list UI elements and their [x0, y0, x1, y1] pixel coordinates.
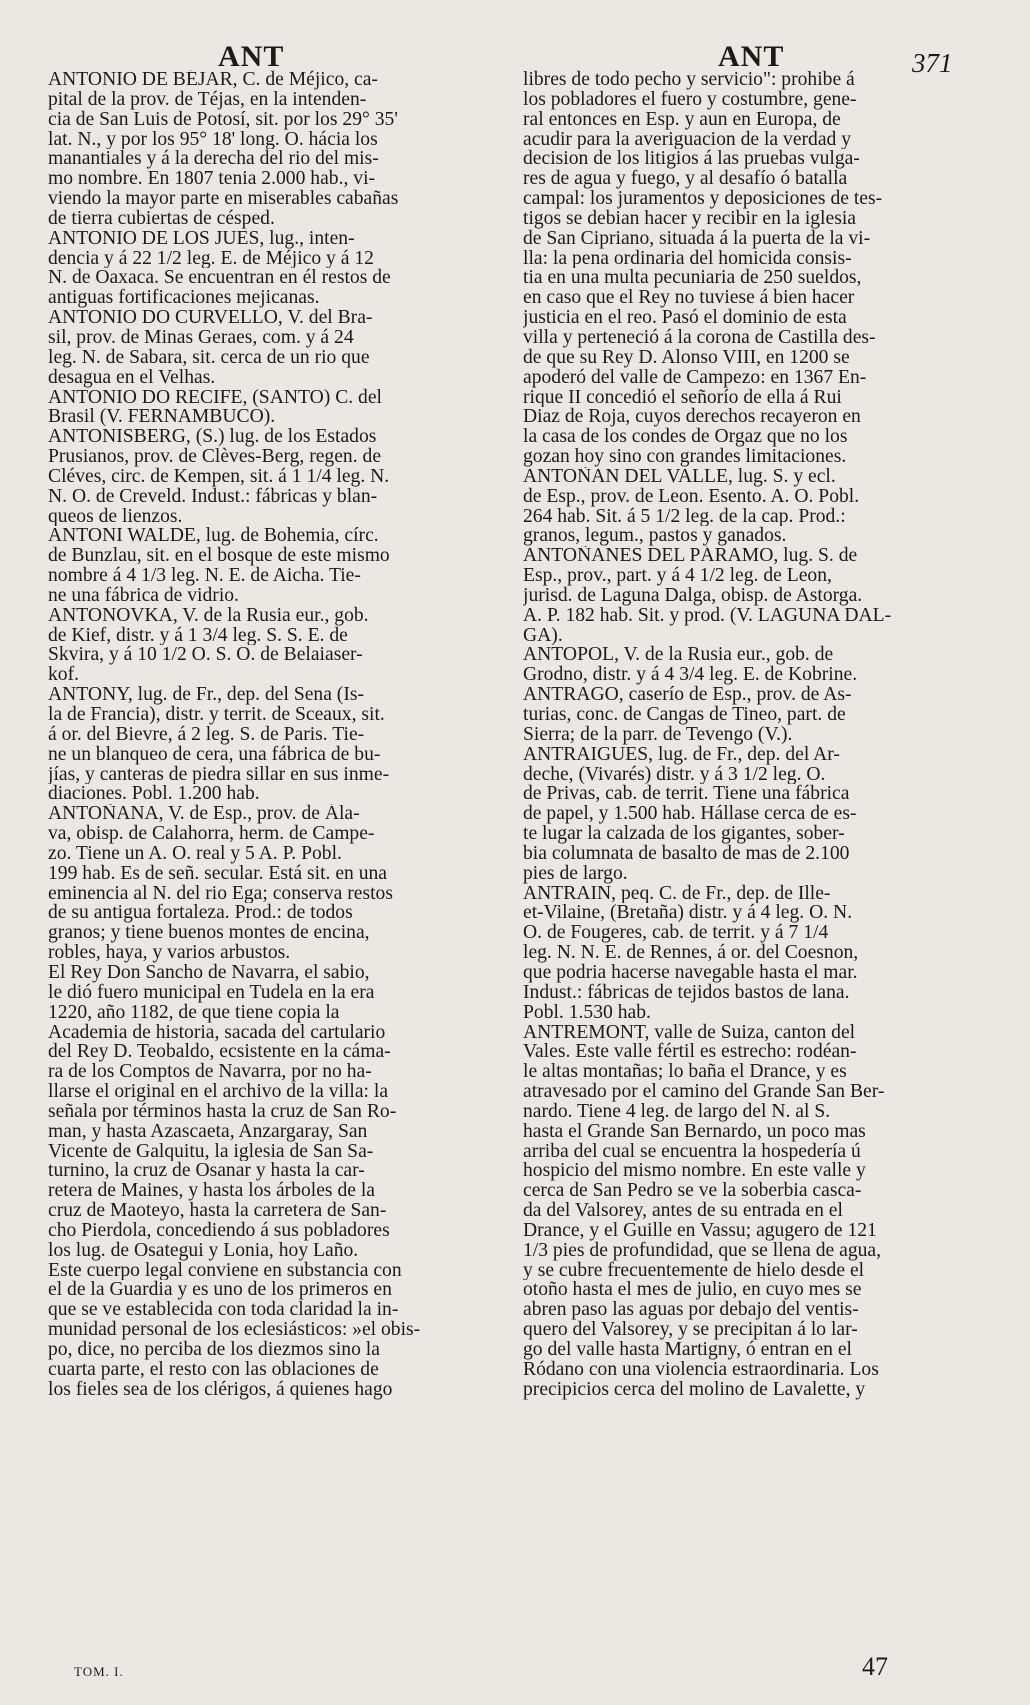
text-line: la de Francia), distr. y territ. de Sceaux, sit. — [48, 705, 385, 725]
text-line: Vicente de Galquitu, la iglesia de San Sa- — [48, 1141, 374, 1162]
text-line: A. P. 182 hab. Sit. y prod. (V. LAGUNA DAL- — [523, 605, 892, 626]
text-line: cho Pierdola, concediendo á sus pobladores — [48, 1220, 390, 1241]
text-line: lla: la pena ordinaria del homicida consis- — [523, 248, 852, 269]
text-line: ra de los Comptos de Navarra, por no ha- — [48, 1062, 372, 1083]
text-line: otoño hasta el mes de julio, en cuyo mes se — [523, 1280, 862, 1301]
text-line: granos, legum., pastos y ganados. — [523, 526, 787, 547]
text-line: leg. N. N. E. de Rennes, á or. del Coesnon, — [523, 943, 859, 963]
text-line: campal: los juramentos y deposiciones de tes- — [523, 189, 883, 209]
text-line: Prusianos, prov. de Clèves-Berg, regen. de — [48, 447, 382, 467]
text-line: viendo la mayor parte en miserables cabañas — [48, 189, 399, 209]
text-line: tigos se debian hacer y recibir en la iglesia — [523, 208, 856, 229]
text-line: man, y hasta Azascaeta, Anzargaray, San — [48, 1121, 368, 1142]
text-line: kof. — [48, 665, 80, 686]
text-line: ANTRAIN, peq. C. de Fr., dep. de Ille- — [523, 883, 831, 904]
text-line: Academia de historia, sacada del cartulario — [48, 1022, 386, 1043]
text-line: ANTONIO DE BÉJAR, C. de Méjico, ca- — [48, 70, 378, 90]
text-line: pies de largo. — [523, 863, 628, 884]
text-line: ne una fábrica de vidrio. — [48, 585, 239, 606]
text-line: ANTOPOL, V. de la Rusia eur., gob. de — [523, 645, 834, 666]
text-line: que se ve establecida con toda claridad la in- — [48, 1300, 399, 1321]
text-line: cia de San Luis de Potosí, sit. por los 29° 35' — [48, 109, 398, 130]
text-line: go del valle hasta Martigny, ó entran en el — [523, 1340, 852, 1360]
text-line: va, obisp. de Calahorra, herm. de Campe- — [48, 824, 375, 844]
text-line: pital de la prov. de Téjas, en la intenden- — [48, 89, 367, 110]
text-line: cruz de Maoteyo, hasta la carretera de San- — [48, 1201, 387, 1221]
text-line: en caso que el Rey no tuviese á bien hacer — [523, 288, 855, 309]
text-line: dencia y á 22 1/2 leg. E. de Méjico y á 12 — [48, 248, 374, 269]
text-line: Drance, y el Guille en Vassu; agugero de 121 — [523, 1220, 877, 1241]
volume-signature: TOM. I. — [74, 1664, 124, 1679]
text-line: de Kief, distr. y á 1 3/4 leg. S. S. E. de — [48, 625, 348, 646]
text-line: el de la Guardia y es uno de los primeros en — [48, 1280, 392, 1301]
text-line: desagua en el Velhas. — [48, 367, 216, 388]
text-line: libres de todo pecho y servicio": prohibe á — [523, 70, 855, 90]
text-line: le altas montañas; lo baña el Drance, y es — [523, 1062, 847, 1083]
text-line: señala por términos hasta la cruz de San Ro- — [48, 1101, 397, 1122]
text-line: cerca de San Pedro se ve la soberbia casca- — [523, 1181, 862, 1202]
text-line: ANTONIO DE LOS JUES, lug., inten- — [48, 228, 355, 249]
text-line: 199 hab. Es de señ. secular. Está sit. en una — [48, 863, 387, 884]
text-line: la casa de los condes de Orgaz que no los — [523, 427, 848, 448]
text-line: le dió fuero municipal en Tudela en la era — [48, 982, 375, 1003]
text-line: queos de lienzos. — [48, 506, 183, 527]
text-line: N. de Oaxaca. Se encuentran en él restos de — [48, 268, 391, 289]
text-line: los lug. de Osategui y Lonia, hoy Laño. — [48, 1240, 359, 1261]
text-line: rique II concedió el señorío de ella á Rui — [523, 387, 842, 408]
text-line: villa y perteneció á la corona de Castilla des- — [523, 327, 876, 348]
text-line: El Rey Don Sancho de Navarra, el sabio, — [48, 962, 370, 983]
text-line: leg. N. de Sabara, sit. cerca de un rio que — [48, 347, 370, 368]
text-line: decision de los litigios á las pruebas vulga- — [523, 149, 860, 170]
running-head-left: ANT — [218, 40, 285, 73]
running-head-right: ANT — [718, 40, 785, 73]
text-line: Ródano con una violencia estraordinaria. Los — [523, 1359, 879, 1380]
text-line: ne un blanqueo de cera, una fábrica de bu- — [48, 744, 381, 765]
text-line: 1220, año 1182, de que tiene copia la — [48, 1002, 340, 1023]
text-line: ANTONIO DO RECIFE, (SANTO) C. del — [48, 387, 382, 408]
text-line: hasta el Grande San Bernardo, un poco mas — [523, 1121, 866, 1142]
text-line: á or. del Bievre, á 2 leg. S. de Paris. Tie- — [48, 724, 365, 745]
text-line: bia columnata de basalto de mas de 2.100 — [523, 843, 850, 864]
text-line: de Bunzlau, sit. en el bosque de este mismo — [48, 546, 390, 567]
text-line: de tierra cubiertas de césped. — [48, 208, 275, 229]
text-line: turias, conc. de Cangas de Tineo, part. de — [523, 705, 846, 725]
text-line: ANTRAGO, caserío de Esp., prov. de As- — [523, 685, 852, 705]
text-line: cuarta parte, el resto con las oblaciones de — [48, 1359, 379, 1380]
text-line: de que su Rey D. Alonso VIII, en 1200 se — [523, 347, 850, 368]
text-line: Cléves, circ. de Kempen, sit. á 1 1/4 leg. N. — [48, 466, 390, 487]
text-line: quero del Valsorey, y se precipitan á lo lar- — [523, 1320, 858, 1340]
text-line: O. de Fougeres, cab. de territ. y á 7 1/4 — [523, 923, 829, 944]
text-line: lat. N., y por los 95° 18' long. O. hácia los — [48, 129, 378, 150]
right-column — [523, 70, 973, 1400]
text-line: Sierra; de la parr. de Tevengo (V.). — [523, 724, 793, 745]
text-line: Vales. Este valle fértil es estrecho: rodéan- — [523, 1042, 857, 1063]
text-line: turnino, la cruz de Osanar y hasta la car- — [48, 1161, 365, 1182]
text-line: po, dice, no perciba de los diezmos sino la — [48, 1340, 380, 1360]
text-line: Skvira, y á 10 1/2 O. S. O. de Belaiaser- — [48, 645, 363, 666]
text-line: robles, haya, y varios arbustos. — [48, 943, 291, 963]
text-line: ANTONI WALDE, lug. de Bohemia, círc. — [48, 526, 379, 547]
text-line: y se cubre frecuentemente de hielo desde el — [523, 1260, 865, 1281]
text-line: ANTOÑANES DEL PÁRAMO, lug. S. de — [523, 546, 858, 567]
text-line: nardo. Tiene 4 leg. de largo del N. al S. — [523, 1101, 831, 1122]
text-line: deche, (Vivarés) distr. y á 3 1/2 leg. O. — [523, 764, 826, 785]
text-line: sil, prov. de Minas Geraes, com. y á 24 — [48, 327, 354, 348]
text-line: llarse el original en el archivo de la villa: la — [48, 1082, 389, 1102]
text-line: munidad personal de los eclesiásticos: »el obis- — [48, 1320, 421, 1340]
text-line: granos; y tiene buenos montes de encina, — [48, 923, 370, 944]
text-line: diaciones. Pobl. 1.200 hab. — [48, 784, 260, 805]
text-line: GA). — [523, 625, 563, 646]
text-line: da del Valsorey, antes de su entrada en el — [523, 1201, 843, 1221]
text-line: et-Vilaine, (Bretaña) distr. y á 4 leg. O. N. — [523, 903, 853, 924]
text-line: ANTONY, lug. de Fr., dep. del Sena (Is- — [48, 685, 365, 705]
text-line: 264 hab. Sit. á 5 1/2 leg. de la cap. Prod.: — [523, 506, 846, 527]
text-line: Este cuerpo legal conviene en substancia con — [48, 1260, 402, 1281]
text-line: jías, y canteras de piedra sillar en sus inme- — [48, 764, 390, 785]
text-line: ANTOÑAN DEL VALLE, lug. S. y ecl. — [523, 466, 836, 487]
text-line: los fieles sea de los clérigos, á quienes hago — [48, 1379, 393, 1400]
text-line: abren paso las aguas por debajo del ventis- — [523, 1300, 859, 1321]
text-line: del Rey D. Teobaldo, ecsistente en la cáma- — [48, 1042, 391, 1063]
text-line: ANTONISBERG, (S.) lug. de los Estados — [48, 427, 377, 448]
text-line: Esp., prov., part. y á 4 1/2 leg. de Leon, — [523, 566, 832, 586]
text-line: apoderó del valle de Campezo: en 1367 En- — [523, 367, 867, 388]
left-column — [48, 70, 498, 1400]
text-line: ANTREMONT, valle de Suiza, canton del — [523, 1022, 856, 1043]
text-line: Pobl. 1.530 hab. — [523, 1002, 651, 1023]
text-line: ral entonces en Esp. y aun en Europa, de — [523, 109, 841, 130]
text-line: acudir para la averiguacion de la verdad y — [523, 129, 852, 150]
text-line: gozan hoy sino con grandes limitaciones. — [523, 447, 847, 467]
text-line: atravesado por el camino del Grande San Ber- — [523, 1082, 885, 1102]
text-line: de Esp., prov. de Leon. Esento. A. O. Pobl. — [523, 486, 860, 507]
text-line: tia en una multa pecuniaria de 250 sueldos, — [523, 268, 862, 289]
text-line: mo nombre. En 1807 tenia 2.000 hab., vi- — [48, 169, 376, 190]
text-line: de Privas, cab. de territ. Tiene una fábrica — [523, 784, 850, 805]
text-line: Diaz de Roja, cuyos derechos recayeron en — [523, 407, 861, 428]
page-number: 371 — [912, 48, 953, 78]
text-line: los pobladores el fuero y costumbre, gene- — [523, 89, 857, 110]
text-line: que podria hacerse navegable hasta el mar. — [523, 962, 858, 983]
text-line: arriba del cual se encuentra la hospedería ú — [523, 1141, 861, 1162]
text-line: eminencia al N. del rio Ega; conserva restos — [48, 883, 393, 904]
text-line: N. O. de Creveld. Indust.: fábricas y blan- — [48, 486, 378, 507]
text-line: Indust.: fábricas de tejidos bastos de lana. — [523, 982, 850, 1003]
text-line: ANTRAIGUES, lug. de Fr., dep. del Ar- — [523, 744, 840, 765]
text-line: ANTONIO DO CURVELLO, V. del Bra- — [48, 308, 373, 328]
text-line: 1/3 pies de profundidad, que se llena de agua, — [523, 1240, 882, 1261]
text-line: jurisd. de Laguna Dalga, obisp. de Astorga. — [523, 585, 863, 606]
text-line: manantiales y á la derecha del rio del mis- — [48, 149, 379, 170]
text-line: res de agua y fuego, y al desafío ó batalla — [523, 169, 848, 190]
text-line: retera de Maines, y hasta los árboles de la — [48, 1181, 375, 1202]
text-line: zo. Tiene un A. O. real y 5 A. P. Pobl. — [48, 843, 342, 864]
text-line: Grodno, distr. y á 4 3/4 leg. E. de Kobrine. — [523, 665, 858, 686]
text-line: ANTONOVKA, V. de la Rusia eur., gob. — [48, 605, 369, 626]
text-line: ANTOÑANA, V. de Esp., prov. de Ála- — [48, 804, 360, 825]
text-line: antiguas fortificaciones mejicanas. — [48, 288, 320, 309]
text-line: nombre á 4 1/3 leg. N. E. de Aicha. Tie- — [48, 566, 361, 586]
text-line: de San Cipriano, situada á la puerta de la vi- — [523, 228, 871, 249]
text-line: hospicio del mismo nombre. En este valle y — [523, 1161, 866, 1182]
signature-number: 47 — [862, 1652, 888, 1681]
text-line: de papel, y 1.500 hab. Hállase cerca de es- — [523, 804, 857, 825]
text-line: precipicios cerca del molino de Lavalette, y — [523, 1379, 866, 1400]
text-line: Brasil (V. FERNAMBUCO). — [48, 407, 276, 428]
text-line: de su antigua fortaleza. Prod.: de todos — [48, 903, 353, 924]
text-line: te lugar la calzada de los gigantes, sober- — [523, 824, 845, 844]
text-line: justicia en el reo. Pasó el dominio de esta — [523, 308, 847, 328]
